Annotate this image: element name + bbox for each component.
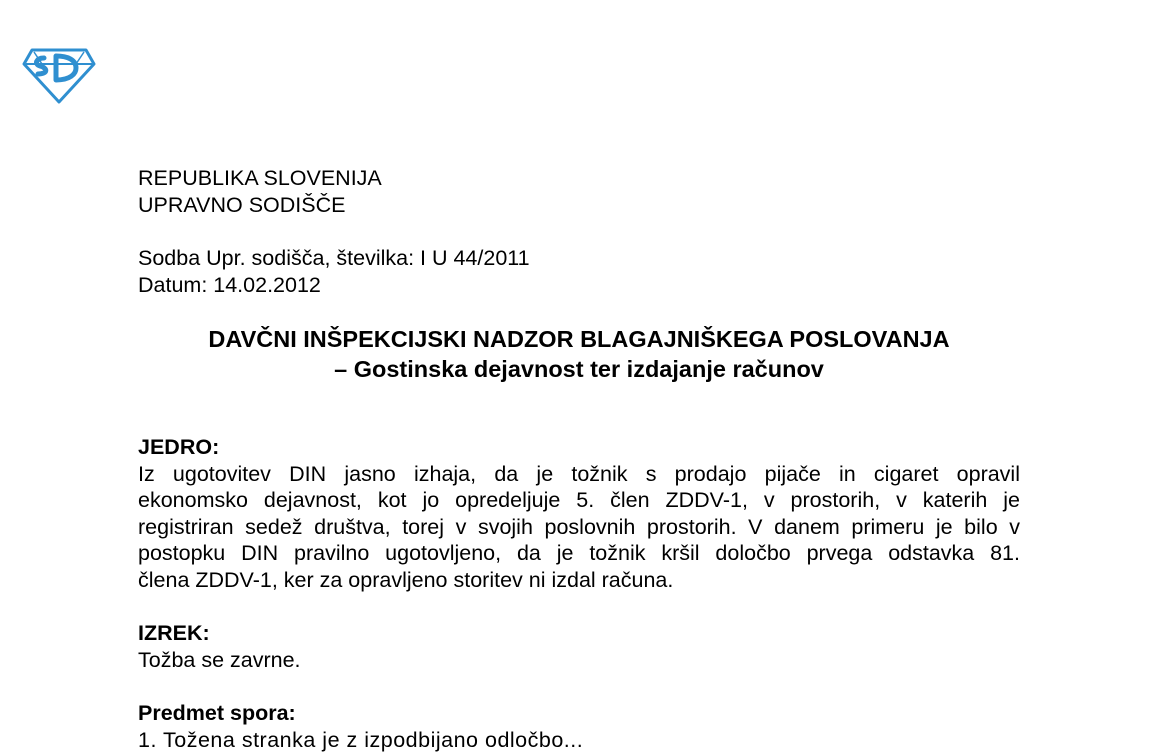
document-body xyxy=(138,165,1020,753)
jedro-heading: JEDRO: xyxy=(138,434,1020,461)
jedro-line: postopku DIN pravilno ugotovljeno, da je tožnik kršil določbo prvega odstavka 81. xyxy=(138,540,1020,567)
izrek-text: Tožba se zavrne. xyxy=(138,647,1020,674)
title-line-1: DAVČNI INŠPEKCIJSKI NADZOR BLAGAJNIŠKEGA POSLOVANJA xyxy=(138,324,1020,354)
jedro-line: člena ZDDV-1, ker za opravljeno storitev ni izdal računa. xyxy=(138,567,1020,594)
section-predmet-spora xyxy=(138,700,1020,753)
case-number: Sodba Upr. sodišča, številka: I U 44/2011 xyxy=(138,245,1020,272)
predmet-heading: Predmet spora: xyxy=(138,700,1020,727)
section-jedro xyxy=(138,434,1020,593)
document-title xyxy=(138,324,1020,384)
title-line-2: – Gostinska dejavnost ter izdajanje računov xyxy=(138,354,1020,384)
jedro-line: Iz ugotovitev DIN jasno izhaja, da je tožnik s prodajo pijače in cigaret opravil xyxy=(138,461,1020,488)
jedro-line: registriran sedež društva, torej v svojih poslovnih prostorih. V danem primeru je bilo v xyxy=(138,514,1020,541)
section-izrek xyxy=(138,620,1020,673)
shield-logo-icon xyxy=(22,46,96,104)
case-reference xyxy=(138,245,1020,298)
predmet-partial-text: 1. Tožena stranka je z izpodbijano odločbo... xyxy=(138,727,1020,753)
court-header xyxy=(138,165,1020,218)
country-name: REPUBLIKA SLOVENIJA xyxy=(138,165,1020,192)
izrek-heading: IZREK: xyxy=(138,620,1020,647)
case-date: Datum: 14.02.2012 xyxy=(138,272,1020,299)
jedro-line: ekonomsko dejavnost, kot jo opredeljuje 5. člen ZDDV-1, v prostorih, v katerih je xyxy=(138,487,1020,514)
court-name: UPRAVNO SODIŠČE xyxy=(138,192,1020,219)
